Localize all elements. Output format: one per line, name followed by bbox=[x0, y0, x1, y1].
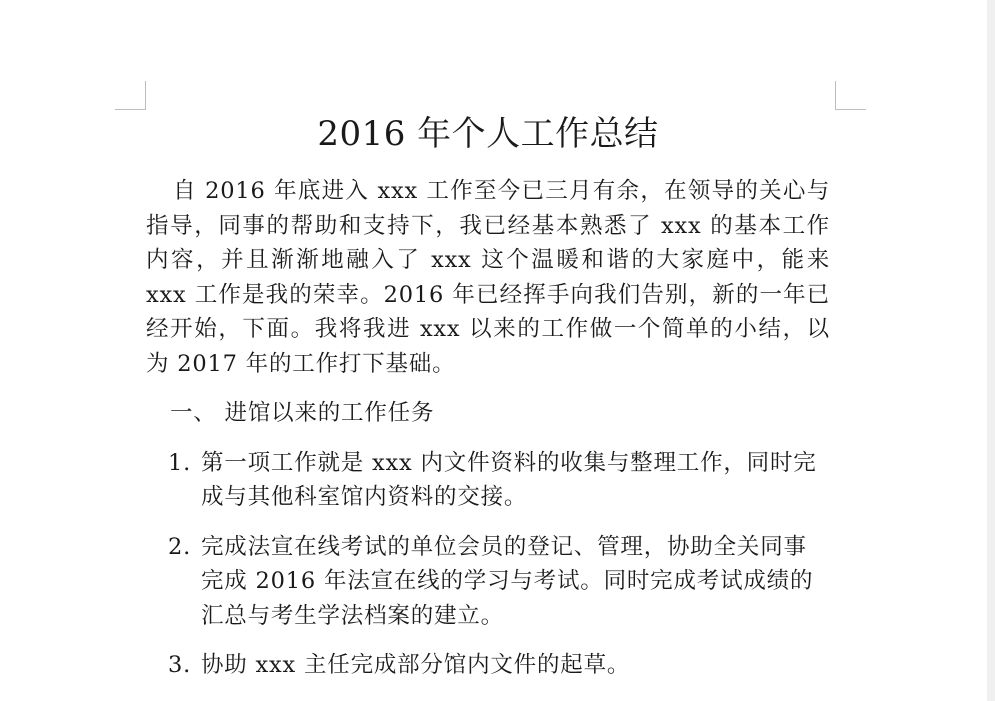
document-title: 2016 年个人工作总结 bbox=[317, 114, 659, 154]
list-item-number: 2. bbox=[168, 533, 192, 560]
list-item-text: 第一项工作就是 xxx 内文件资料的收集与整理工作，同时完成与其他科室馆内资料的交接。 bbox=[201, 449, 817, 510]
intro-paragraph: 自 2016 年底进入 xxx 工作至今已三月有余，在领导的关心与指导，同事的帮助和支持下，我已经基本熟悉了 xxx 的基本工作内容，并且渐渐地融入了 xxx 这个温暖和谐的大家庭中，能来 xxx 工作是我的荣幸。2016 年已经挥手向我们告别，新的一年已经开始，下面。我将我进 xxx 以来的工作做一个简单的小结，以为 2017 年的工作打下基础。 bbox=[146, 178, 830, 377]
list-item bbox=[146, 530, 830, 634]
task-list bbox=[146, 446, 830, 683]
list-item-number: 3. bbox=[168, 652, 192, 678]
vertical-scrollbar[interactable] bbox=[987, 0, 995, 701]
page-corner-mark-left bbox=[115, 81, 146, 110]
list-item-number: 1. bbox=[168, 449, 192, 476]
page-corner-mark-right bbox=[835, 81, 866, 110]
list-item-text: 完成法宣在线考试的单位会员的登记、管理，协助全关同事完成 2016 年法宣在线的学习与考试。同时完成考试成绩的汇总与考生学法档案的建立。 bbox=[201, 533, 814, 629]
list-item bbox=[146, 446, 830, 515]
list-item-text: 协助 xxx 主任完成部分馆内文件的起草。 bbox=[201, 652, 631, 678]
document-body[interactable] bbox=[146, 112, 830, 683]
list-item bbox=[146, 648, 830, 683]
section-heading: 一、 进馆以来的工作任务 bbox=[170, 400, 435, 426]
